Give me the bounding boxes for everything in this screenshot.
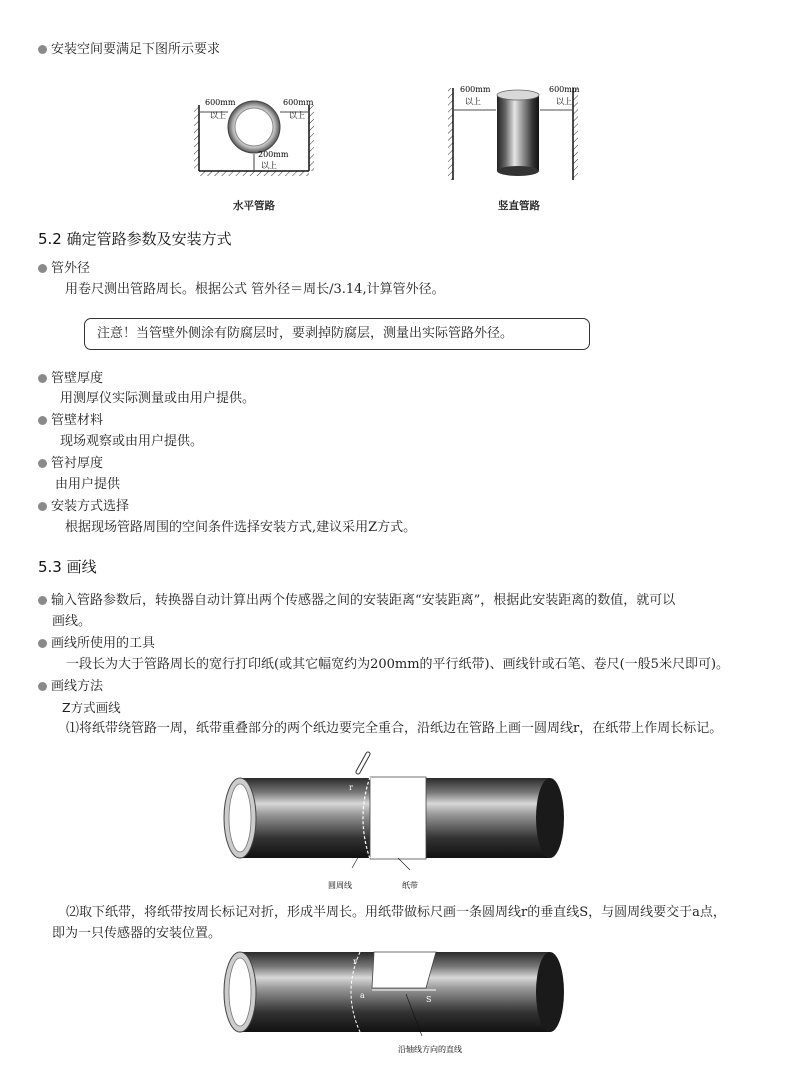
method-label: 画线方法 [38, 678, 103, 696]
intro-bullet: 安装空间要满足下图所示要求 [38, 41, 220, 59]
step1-text: ⑴将纸带绕管路一周，纸带重叠部分的两个纸边要完全重合，沿纸边在管路上画一圆周线r，在纸带上作周长标记。 [66, 721, 723, 736]
v-right-sub: 以上 [556, 97, 572, 106]
wall-material-text: 现场观察或由用户提供。 [60, 434, 204, 449]
fig1-r-label: r [349, 783, 353, 792]
h-right-sub: 以上 [289, 111, 305, 120]
z-method-title: Z方式画线 [62, 700, 121, 715]
outer-diameter-label: 管外径 [38, 260, 90, 278]
install-method-label: 安装方式选择 [38, 498, 129, 516]
horizontal-caption: 水平管路 [233, 200, 275, 212]
step2-text-line1: ⑵取下纸带，将纸带按周长标记对折，形成半周长。用纸带做标尺画一条圆周线r的垂直线S，与圆周线要交于a点， [66, 905, 726, 920]
fig1-circle-label: 圆周线 [328, 881, 352, 890]
section-5-3-title: 5.3 画线 [38, 558, 97, 576]
outer-diameter-text: 用卷尺测出管路周长。根据公式 管外径＝周长/3.14,计算管外径。 [65, 282, 445, 297]
lining-thickness-label: 管衬厚度 [38, 455, 103, 473]
install-method-text: 根据现场管路周围的空间条件选择安装方式,建议采用Z方式。 [65, 520, 417, 535]
wall-thickness-text: 用测厚仪实际测量或由用户提供。 [60, 391, 256, 406]
h-bottom-sub: 以上 [261, 161, 277, 170]
v-right-label: 600mm [549, 85, 580, 94]
figure-2-pipe-axis [210, 948, 570, 1060]
vertical-caption: 竖直管路 [498, 200, 540, 212]
fig2-a-label: a [360, 991, 365, 1000]
fig2-axis-label: 沿轴线方向的直线 [398, 1045, 462, 1054]
installation-space-figures [190, 80, 610, 215]
section-5-2-title: 5.2 确定管路参数及安装方式 [38, 230, 232, 248]
h-left-label: 600mm [205, 98, 236, 107]
h-right-label: 600mm [283, 98, 314, 107]
section-5-3-intro: 输入管路参数后，转换器自动计算出两个传感器之间的安装距离“安装距离”，根据此安装距离的数值，就可以 [38, 592, 675, 610]
fig2-s-label: S [426, 995, 432, 1004]
v-left-sub: 以上 [465, 97, 481, 106]
horizontal-pipe-figure [194, 98, 314, 176]
section-5-3-intro-cont: 画线。 [52, 614, 92, 629]
h-bottom-label: 200mm [258, 150, 289, 159]
figure-1-pipe-tape [210, 750, 570, 895]
wall-material-label: 管壁材料 [38, 412, 103, 430]
h-left-sub: 以上 [210, 111, 226, 120]
tools-text: 一段长为大于管路周长的宽行打印纸(或其它幅宽约为200mm的平行纸带)、画线针或石笔、卷尺(一般5米尺即可)。 [66, 657, 730, 672]
vertical-pipe-figure [448, 85, 580, 180]
note-box: 注意！当管壁外侧涂有防腐层时，要剥掉防腐层，测量出实际管路外径。 [84, 318, 590, 350]
tools-label: 画线所使用的工具 [38, 635, 155, 653]
fig1-tape-label: 纸带 [402, 881, 418, 890]
step2-text-line2: 即为一只传感器的安装位置。 [52, 926, 222, 941]
wall-thickness-label: 管壁厚度 [38, 370, 103, 388]
lining-thickness-text: 由用户提供 [55, 477, 121, 492]
v-left-label: 600mm [460, 85, 491, 94]
fig2-r-label: r [353, 957, 357, 966]
